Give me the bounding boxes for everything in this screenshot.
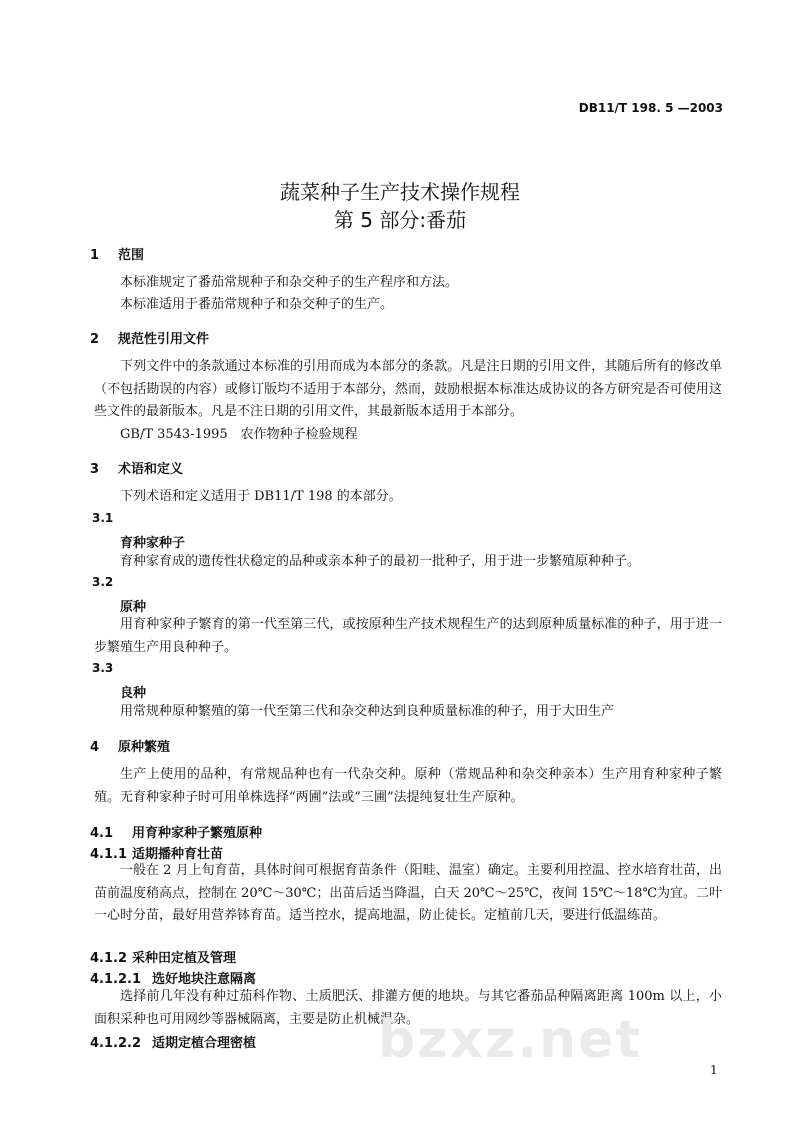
section-title: 用育种家种子繁殖原种: [132, 826, 263, 841]
section-title: 原种繁殖: [118, 740, 171, 755]
section-number: 3: [90, 462, 100, 477]
section-number: 2: [90, 332, 100, 347]
subsection-4-1-2-heading: [90, 947, 236, 966]
term-title: 原种: [120, 600, 147, 615]
section-title: 规范性引用文件: [118, 332, 210, 347]
term-number: 3.1: [92, 511, 114, 525]
term-number: 3.2: [92, 575, 114, 589]
section-number: 4.1.2.1: [90, 972, 141, 987]
page-number: 1: [710, 1063, 718, 1077]
paragraph: 本标准适用于番茄常规种子和杂交种子的生产。: [120, 297, 394, 312]
section-title: 术语和定义: [118, 462, 184, 477]
section-number: 4.1.2: [90, 951, 128, 966]
section-number: 4.1.1: [90, 847, 128, 862]
section-title: 适期定植合理密植: [152, 1036, 257, 1051]
section-4-heading: [90, 736, 170, 755]
term-definition: 用育种家种子繁育的第一代至第三代，或按原种生产技术规程生产的达到原种质量标准的种子，用于进一步繁殖生产用良种种子。: [94, 617, 722, 655]
paragraph: 一般在 2 月上旬育苗，具体时间可根据育苗条件（阳畦、温室）确定。主要利用控温、控水培育壮苗，出苗前温度稍高点，控制在 20℃～30℃；出苗后适当降温，白天 20℃～25℃，夜间 15℃～18℃为宜。二叶一心时分苗，最好用营养钵育苗。适当控水，提高地温，防止徒长。定植前几天，要进行低温练苗。: [94, 863, 722, 923]
paragraph: 生产上使用的品种，有常规品种也有一代杂交种。原种（常规品种和杂交种亲本）生产用育种家种子繁殖。无育种家种子时可用单株选择“两圃”法或“三圃”法提纯复壮生产原种。: [94, 767, 722, 805]
document-number: DB11/T 198. 5 —2003: [578, 101, 723, 115]
title-line-1: 蔬菜种子生产技术操作规程: [280, 180, 520, 204]
section-2-heading: [90, 328, 209, 347]
subsection-4-1-heading: [90, 822, 262, 841]
paragraph: 选择前几年没有种过茄科作物、土质肥沃、排灌方便的地块。与其它番茄品种隔离距离 100m 以上，小面积采种也可用网纱等器械隔离，主要是防止机械混杂。: [94, 989, 722, 1027]
watermark: bzxz.net: [378, 1010, 643, 1070]
term-number: 3.3: [92, 661, 114, 675]
section-3-heading: [90, 458, 183, 477]
term-title: 良种: [120, 686, 147, 701]
paragraph: 下列文件中的条款通过本标准的引用而成为本部分的条款。凡是注日期的引用文件，其随后所有的修改单（不包括勘误的内容）或修订版均不适用于本部分，然而，鼓励根据本标准达成协议的各方研究是否可使用这些文件的最新版本。凡是不注日期的引用文件，其最新版本适用于本部分。: [94, 359, 722, 419]
title-line-2: 第 5 部分:番茄: [333, 208, 467, 232]
subsection-4-1-2-2-heading: [90, 1032, 256, 1051]
section-1-heading: [90, 244, 144, 263]
paragraph: 下列术语和定义适用于 DB11/T 198 的本部分。: [120, 489, 402, 504]
term-title: 育种家种子: [120, 536, 186, 551]
term-definition: 育种家育成的遗传性状稳定的品种或亲本种子的最初一批种子，用于进一步繁殖原种种子。: [120, 554, 641, 569]
section-number: 4: [90, 740, 100, 755]
section-title: 采种田定植及管理: [132, 951, 237, 966]
section-title: 适期播种育壮苗: [132, 847, 224, 862]
subsection-4-1-2-1-heading: [90, 968, 256, 987]
section-number: 4.1.2.2: [90, 1036, 141, 1051]
term-definition: 用常规种原种繁殖的第一代至第三代和杂交种达到良种质量标准的种子，用于大田生产: [120, 704, 615, 719]
section-number: 4.1: [90, 826, 114, 841]
section-number: 1: [90, 248, 100, 263]
section-title: 选好地块注意隔离: [152, 972, 257, 987]
normative-reference: GB/T 3543-1995 农作物种子检验规程: [120, 427, 358, 442]
paragraph: 本标准规定了番茄常规种子和杂交种子的生产程序和方法。: [120, 275, 459, 290]
section-title: 范围: [118, 248, 145, 263]
